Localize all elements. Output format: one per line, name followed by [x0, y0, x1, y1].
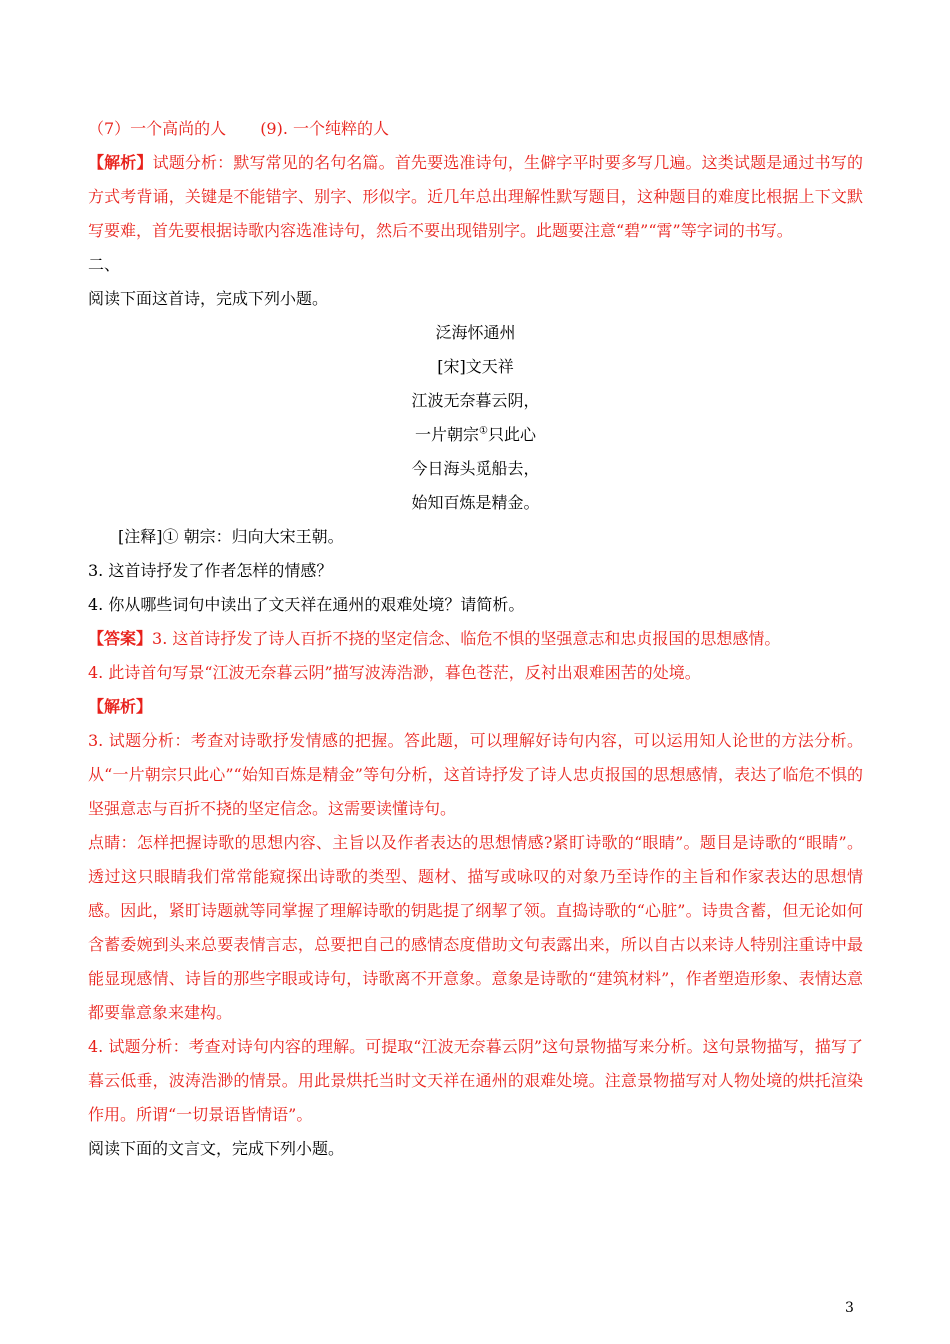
section-intro: 阅读下面这首诗，完成下列小题。: [88, 289, 329, 308]
poem-line-3: 今日海头觅船去，: [411, 459, 540, 478]
analysis-tag: 【解析】: [88, 153, 153, 172]
section-label: 二、: [88, 255, 121, 274]
fill-answers-line: [88, 112, 863, 146]
analysis-tag-2: 【解析】: [88, 697, 153, 716]
footnote-marker: ①: [479, 425, 488, 437]
poem-title: 泛海怀通州: [435, 323, 516, 342]
poem-block: [88, 316, 863, 520]
analysis-paragraph-1: [88, 146, 863, 248]
analysis-text: 试题分析：默写常见的名句名篇。首先要选准诗句，生僻字平时要多写几遍。这类试题是通过书写的方式考背诵，关键是不能错字、别字、形似字。近几年总出理解性默写题目，这种题目的难度比根据上下文默写要难，首先要根据诗歌内容选准诗句，然后不要出现错别字。此题要注意“碧”“霄”等字词的书写。: [88, 153, 863, 240]
poem-line-1: 江波无奈暮云阴，: [411, 391, 540, 410]
poem-author: [宋]文天祥: [437, 357, 514, 376]
fill-item-9: (9). 一个纯粹的人: [260, 119, 390, 138]
page-number: 3: [845, 1300, 854, 1316]
answer-4: 4. 此诗首句写景“江波无奈暮云阴”描写波涛浩渺，暮色苍茫，反衬出艰难困苦的处境。: [88, 663, 701, 682]
question-3: 3. 这首诗抒发了作者怎样的情感？: [88, 561, 333, 580]
analysis-3: 3. 试题分析：考查对诗歌抒发情感的把握。答此题，可以理解好诗句内容，可以运用知人论世的方法分析。从“一片朝宗只此心”“始知百炼是精金”等句分析，这首诗抒发了诗人忠贞报国的思想感情，表达了临危不惧的坚强意志与百折不挠的坚定信念。这需要读懂诗句。: [88, 731, 863, 818]
poem-line-2: 一片朝宗①只此心: [415, 425, 536, 444]
page-content: [88, 112, 863, 1166]
question-4: 4. 你从哪些词句中读出了文天祥在通州的艰难处境？请简析。: [88, 595, 525, 614]
fill-item-7: （7）一个高尚的人: [88, 119, 227, 138]
answer-tag: 【答案】: [88, 629, 153, 648]
answer-3: 【答案】3. 这首诗抒发了诗人百折不挠的坚定信念、临危不惧的坚强意志和忠贞报国的思想感情。: [88, 629, 781, 648]
next-section-intro: 阅读下面的文言文，完成下列小题。: [88, 1139, 345, 1158]
poem-note: [注释]① 朝宗：归向大宋王朝。: [118, 527, 344, 546]
poem-line-4: 始知百炼是精金。: [411, 493, 540, 512]
tip-paragraph: 点睛：怎样把握诗歌的思想内容、主旨以及作者表达的思想情感?紧盯诗歌的“眼睛”。题目是诗歌的“眼睛”。透过这只眼睛我们常常能窥探出诗歌的类型、题材、描写或咏叹的对象乃至诗作的主旨和作家表达的思想情感。因此，紧盯诗题就等同掌握了理解诗歌的钥匙提了纲挈了领。直捣诗歌的“心脏”。诗贵含蓄，但无论如何含蓄委婉到头来总要表情言志，总要把自己的感情态度借助文句表露出来，所以自古以来诗人特别注重诗中最能显现感情、诗旨的那些字眼或诗句，诗歌离不开意象。意象是诗歌的“建筑材料”，作者塑造形象、表情达意都要靠意象来建构。: [88, 833, 863, 1022]
analysis-4: 4. 试题分析：考查对诗句内容的理解。可提取“江波无奈暮云阴”这句景物描写来分析。这句景物描写，描写了暮云低垂，波涛浩渺的情景。用此景烘托当时文天祥在通州的艰难处境。注意景物描写对人物处境的烘托渲染作用。所谓“一切景语皆情语”。: [88, 1037, 863, 1124]
